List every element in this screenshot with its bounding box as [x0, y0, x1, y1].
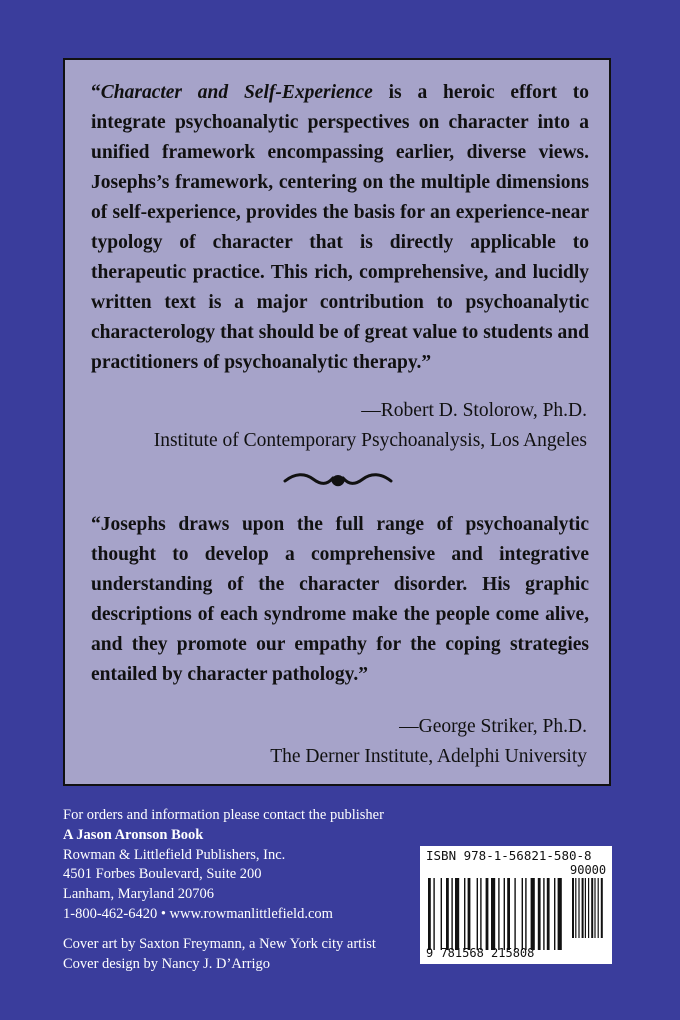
blurb-quote-1: “Character and Self-Experience is a heroic effort to integrate psychoanalytic perspectives on character into a unified framework encompassing earlier, diverse views. Josephs’s framework, centering on the multiple dimensions of self-experience, provides the basis for an experience-near typology of character that is directly applicable to therapeutic practice. This rich, comprehensive, and lucidly written text is a major contribution to psychoanalytic characterology that should be of great value to students and practitioners of psychoanalytic therapy.” — [91, 82, 590, 373]
contact-line: For orders and information please contact the publisher — [63, 807, 384, 823]
blurb-author-2: —George Striker, Ph.D. — [399, 716, 587, 737]
isbn-barcode — [420, 846, 612, 964]
blurb-affiliation-1: Institute of Contemporary Psychoanalysis, Los Angeles — [153, 430, 587, 451]
barcode-digits: 9 781568 215808 — [426, 946, 535, 960]
publisher-name: Rowman & Littlefield Publishers, Inc. — [63, 846, 286, 863]
imprint-line: A Jason Aronson Book — [63, 826, 204, 843]
blurb-attribution-2 — [270, 712, 587, 772]
address-line-2: Lanham, Maryland 20706 — [63, 886, 215, 903]
blurb-attribution-1 — [154, 396, 587, 456]
price-code: 90000 — [570, 863, 607, 877]
address-line-1: 4501 Forbes Boulevard, Suite 200 — [63, 866, 262, 883]
blurb-author-1: —Robert D. Stolorow, Ph.D. — [361, 400, 587, 421]
isbn-label: ISBN 978-1-56821-580-8 — [426, 848, 592, 863]
publisher-info — [63, 806, 423, 974]
blurb-affiliation-2: The Derner Institute, Adelphi University — [270, 746, 587, 767]
blurb-panel — [63, 58, 611, 786]
barcode-bars-icon — [426, 878, 606, 950]
book-title: Character and Self-Experience — [100, 82, 373, 103]
decorative-flourish-icon — [283, 465, 393, 493]
cover-art-credit: Cover art by Saxton Freymann, a New York city artist — [63, 935, 376, 952]
cover-design-credit: Cover design by Nancy J. D’Arrigo — [63, 955, 270, 972]
phone-web-line: 1-800-462-6420 • www.rowmanlittlefield.com — [63, 905, 333, 922]
blurb-quote-2: “Josephs draws upon the full range of psychoanalytic thought to develop a comprehensive and integrative understanding of the character disorder. His graphic descriptions of each syndrome make the people come alive, and they promote our empathy for the coping strategies entailed by character pathology.” — [91, 514, 589, 685]
